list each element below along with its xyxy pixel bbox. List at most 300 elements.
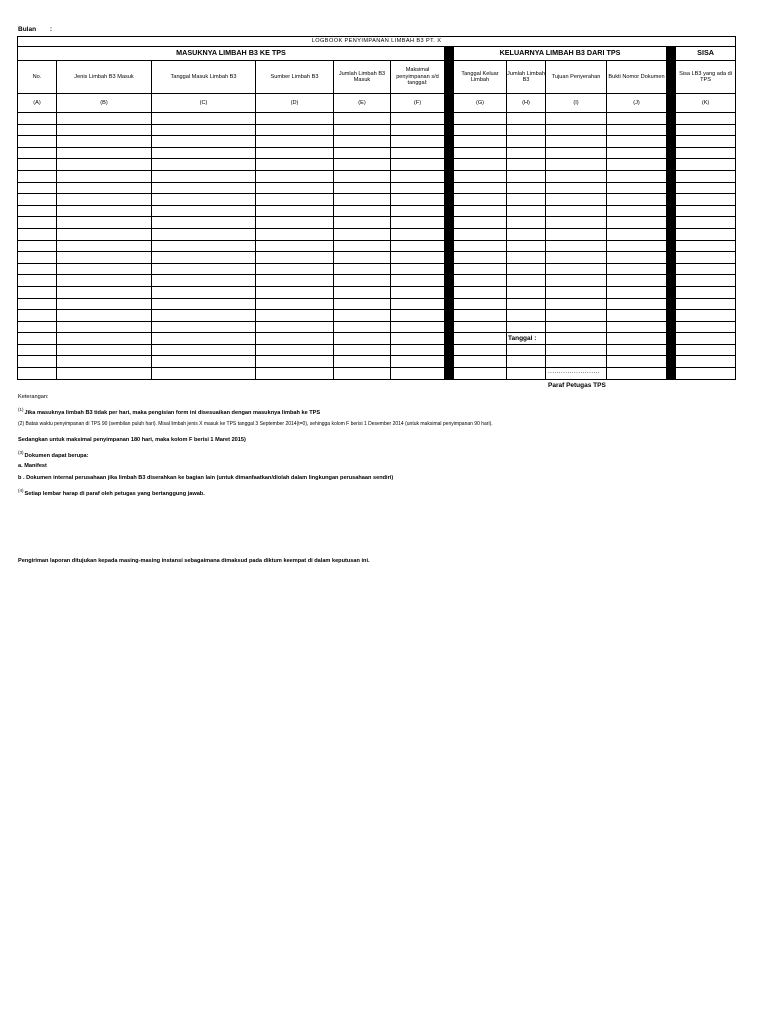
table-cell[interactable] [546, 333, 607, 345]
table-cell[interactable] [546, 356, 607, 368]
col-code-i: (I) [546, 94, 607, 113]
table-cell[interactable] [454, 310, 507, 322]
table-cell[interactable] [607, 136, 667, 148]
table-cell[interactable] [152, 170, 256, 182]
table-cell[interactable] [546, 263, 607, 275]
table-cell[interactable] [152, 159, 256, 171]
table-cell[interactable] [256, 170, 334, 182]
table-cell[interactable] [676, 298, 736, 310]
table-cell[interactable] [391, 263, 445, 275]
table-cell[interactable] [334, 124, 391, 136]
table-cell[interactable] [391, 252, 445, 264]
table-cell[interactable] [256, 159, 334, 171]
table-cell[interactable] [57, 240, 152, 252]
table-cell[interactable] [57, 275, 152, 287]
table-cell[interactable] [18, 240, 57, 252]
table-cell[interactable] [391, 356, 445, 368]
table-cell[interactable] [546, 286, 607, 298]
table-cell[interactable] [607, 298, 667, 310]
table-cell[interactable] [256, 263, 334, 275]
table-row [18, 321, 736, 333]
table-cell[interactable] [334, 356, 391, 368]
table-cell[interactable] [546, 298, 607, 310]
table-cell[interactable] [18, 344, 57, 356]
col-header-tujuan: Tujuan Penyerahan [546, 61, 607, 94]
table-row [18, 356, 736, 368]
table-cell[interactable] [18, 252, 57, 264]
table-cell[interactable] [391, 159, 445, 171]
table-cell[interactable] [256, 252, 334, 264]
table-cell[interactable] [607, 321, 667, 333]
table-cell[interactable] [507, 159, 546, 171]
table-cell[interactable] [18, 228, 57, 240]
table-cell[interactable] [18, 310, 57, 322]
col-code-g: (G) [454, 94, 507, 113]
note-3-text: Dokumen dapat berupa: [24, 453, 89, 459]
table-cell[interactable] [507, 263, 546, 275]
table-cell[interactable] [676, 333, 736, 345]
table-cell[interactable] [57, 194, 152, 206]
table-row [18, 113, 736, 125]
col-header-jenis: Jenis Limbah B3 Masuk [57, 61, 152, 94]
table-cell[interactable] [507, 344, 546, 356]
paraf-petugas-label: Paraf Petugas TPS [548, 382, 606, 389]
table-cell[interactable] [391, 147, 445, 159]
group-keluar-header: KELUARNYA LIMBAH B3 DARI TPS [454, 47, 667, 61]
table-cell[interactable] [18, 113, 57, 125]
table-cell[interactable] [607, 170, 667, 182]
table-cell[interactable] [454, 205, 507, 217]
group-sisa-header: SISA [676, 47, 736, 61]
table-cell[interactable] [607, 275, 667, 287]
table-cell[interactable] [454, 333, 507, 345]
table-cell[interactable] [391, 240, 445, 252]
note-3 [18, 450, 89, 459]
table-cell[interactable] [507, 298, 546, 310]
col-code-k: (K) [676, 94, 736, 113]
table-cell[interactable] [256, 205, 334, 217]
table-cell[interactable] [256, 310, 334, 322]
table-cell[interactable] [152, 368, 256, 380]
table-cell[interactable] [391, 170, 445, 182]
table-cell[interactable] [454, 298, 507, 310]
table-cell[interactable] [507, 217, 546, 229]
table-cell[interactable] [676, 217, 736, 229]
col-code-c: (C) [152, 94, 256, 113]
table-cell[interactable] [507, 275, 546, 287]
col-code-e: (E) [334, 94, 391, 113]
table-cell[interactable] [256, 240, 334, 252]
table-cell[interactable] [334, 159, 391, 171]
table-cell[interactable] [18, 275, 57, 287]
col-header-sumber: Sumber Limbah B3 [256, 61, 334, 94]
table-row [18, 136, 736, 148]
table-cell[interactable] [334, 286, 391, 298]
table-row [18, 368, 736, 380]
notes-heading: Keterangan: [18, 394, 49, 400]
table-cell[interactable] [334, 368, 391, 380]
table-cell[interactable] [391, 217, 445, 229]
table-cell[interactable] [152, 147, 256, 159]
table-cell[interactable] [152, 113, 256, 125]
table-cell[interactable] [607, 252, 667, 264]
table-cell[interactable] [607, 194, 667, 206]
table-cell[interactable] [57, 170, 152, 182]
table-cell[interactable] [18, 217, 57, 229]
table-cell[interactable] [334, 333, 391, 345]
table-cell[interactable] [57, 356, 152, 368]
table-cell[interactable] [57, 333, 152, 345]
note-1 [18, 407, 320, 416]
bulan-colon: : [49, 26, 53, 33]
table-cell[interactable] [391, 321, 445, 333]
table-cell[interactable] [607, 368, 667, 380]
table-cell[interactable] [507, 147, 546, 159]
table-cell[interactable] [152, 205, 256, 217]
table-cell[interactable] [57, 136, 152, 148]
table-cell[interactable] [152, 263, 256, 275]
col-header-jumlah-keluar: Jumlah Limbah B3 [507, 61, 546, 94]
table-cell[interactable] [676, 228, 736, 240]
table-cell[interactable] [391, 310, 445, 322]
table-cell[interactable] [676, 182, 736, 194]
table-cell[interactable] [454, 356, 507, 368]
table-cell[interactable] [18, 263, 57, 275]
table-cell[interactable] [152, 136, 256, 148]
table-cell[interactable] [546, 147, 607, 159]
table-cell[interactable] [546, 217, 607, 229]
table-cell[interactable] [676, 170, 736, 182]
note-4-marker: (4) [18, 488, 24, 493]
table-cell[interactable] [57, 368, 152, 380]
table-cell[interactable] [57, 298, 152, 310]
table-cell[interactable] [607, 286, 667, 298]
table-cell[interactable] [546, 194, 607, 206]
table-cell[interactable] [507, 205, 546, 217]
table-cell[interactable] [507, 194, 546, 206]
table-cell[interactable] [256, 356, 334, 368]
table-row [18, 205, 736, 217]
table-cell[interactable] [676, 124, 736, 136]
table-cell[interactable] [391, 298, 445, 310]
table-cell[interactable] [334, 136, 391, 148]
table-cell[interactable] [152, 298, 256, 310]
table-cell[interactable] [18, 205, 57, 217]
table-cell[interactable] [152, 321, 256, 333]
table-cell[interactable] [152, 182, 256, 194]
table-cell[interactable] [454, 147, 507, 159]
table-cell[interactable] [546, 344, 607, 356]
table-cell[interactable] [607, 356, 667, 368]
table-cell[interactable] [454, 368, 507, 380]
table-cell[interactable] [57, 263, 152, 275]
table-cell[interactable] [57, 286, 152, 298]
table-cell[interactable] [676, 344, 736, 356]
table-cell[interactable] [676, 136, 736, 148]
table-cell[interactable] [607, 182, 667, 194]
table-cell[interactable] [256, 113, 334, 125]
table-cell[interactable] [57, 124, 152, 136]
table-cell[interactable] [152, 286, 256, 298]
table-cell[interactable] [256, 298, 334, 310]
table-cell[interactable] [507, 124, 546, 136]
table-cell[interactable] [334, 182, 391, 194]
table-cell[interactable] [152, 275, 256, 287]
table-cell[interactable] [334, 194, 391, 206]
table-cell[interactable] [57, 252, 152, 264]
table-cell[interactable] [546, 159, 607, 171]
table-cell[interactable] [334, 252, 391, 264]
table-cell[interactable] [454, 344, 507, 356]
table-cell[interactable] [256, 275, 334, 287]
table-cell[interactable] [334, 147, 391, 159]
table-cell[interactable] [334, 344, 391, 356]
table-cell[interactable] [256, 147, 334, 159]
table-cell[interactable] [507, 321, 546, 333]
table-cell[interactable] [676, 159, 736, 171]
table-cell[interactable] [334, 228, 391, 240]
table-cell[interactable] [546, 310, 607, 322]
table-row [18, 333, 736, 345]
col-code-b: (B) [57, 94, 152, 113]
table-cell[interactable] [334, 113, 391, 125]
table-cell[interactable] [391, 113, 445, 125]
table-cell[interactable] [391, 194, 445, 206]
table-cell[interactable] [18, 321, 57, 333]
table-cell[interactable] [18, 333, 57, 345]
table-cell[interactable] [607, 310, 667, 322]
note-1-text: Jika masuknya limbah B3 tidak per hari, maka pengisian form ini disesuaikan dengan masuknya limbah ke TPS [24, 410, 321, 416]
table-cell[interactable] [676, 263, 736, 275]
table-cell[interactable] [256, 228, 334, 240]
table-cell[interactable] [546, 252, 607, 264]
tanggal-label: Tanggal : [508, 335, 537, 342]
table-cell[interactable] [607, 344, 667, 356]
table-cell[interactable] [454, 286, 507, 298]
table-cell[interactable] [546, 182, 607, 194]
table-row [18, 194, 736, 206]
table-cell[interactable] [18, 182, 57, 194]
table-cell[interactable] [507, 356, 546, 368]
table-cell[interactable] [676, 321, 736, 333]
col-code-a: (A) [18, 94, 57, 113]
table-cell[interactable] [152, 333, 256, 345]
table-cell[interactable] [454, 170, 507, 182]
table-cell[interactable] [607, 263, 667, 275]
table-cell[interactable] [507, 252, 546, 264]
table-row [18, 252, 736, 264]
table-cell[interactable] [334, 321, 391, 333]
table-cell[interactable] [152, 344, 256, 356]
table-cell[interactable] [152, 310, 256, 322]
table-cell[interactable] [676, 286, 736, 298]
table-cell[interactable] [454, 124, 507, 136]
table-cell[interactable] [57, 147, 152, 159]
table-cell[interactable] [18, 124, 57, 136]
table-cell[interactable] [152, 228, 256, 240]
table-cell[interactable] [607, 217, 667, 229]
table-cell[interactable] [334, 170, 391, 182]
table-cell[interactable] [18, 368, 57, 380]
table-cell[interactable] [454, 275, 507, 287]
table-cell[interactable] [152, 240, 256, 252]
table-cell[interactable] [152, 217, 256, 229]
table-cell[interactable] [57, 182, 152, 194]
table-cell[interactable] [454, 228, 507, 240]
table-cell[interactable] [334, 205, 391, 217]
table-cell[interactable] [256, 333, 334, 345]
col-code-d: (D) [256, 94, 334, 113]
table-cell[interactable] [607, 240, 667, 252]
table-cell[interactable] [454, 321, 507, 333]
table-cell[interactable] [57, 159, 152, 171]
table-row [18, 182, 736, 194]
table-cell[interactable] [454, 194, 507, 206]
table-cell[interactable] [18, 147, 57, 159]
logbook-sheet [17, 36, 736, 380]
table-cell[interactable] [454, 252, 507, 264]
table-cell[interactable] [391, 182, 445, 194]
table-cell[interactable] [57, 344, 152, 356]
table-cell[interactable] [57, 228, 152, 240]
table-cell[interactable] [391, 333, 445, 345]
table-cell[interactable] [676, 275, 736, 287]
table-cell[interactable] [391, 228, 445, 240]
table-cell[interactable] [256, 194, 334, 206]
table-cell[interactable] [391, 205, 445, 217]
table-cell[interactable] [57, 113, 152, 125]
table-cell[interactable] [676, 147, 736, 159]
table-row [18, 263, 736, 275]
table-cell[interactable] [256, 182, 334, 194]
note-3b: b . Dokumen internal perusahaan jika limbah B3 diserahkan ke bagian lain (untuk dimanfaatkan/diolah dalam lingkungan perusahaan sendiri) [18, 475, 394, 481]
table-cell[interactable] [507, 310, 546, 322]
table-cell[interactable] [507, 182, 546, 194]
logbook-title: LOGBOOK PENYIMPANAN LIMBAH B3 PT. X [18, 37, 736, 47]
table-cell[interactable] [454, 159, 507, 171]
table-cell[interactable] [546, 321, 607, 333]
table-cell[interactable] [18, 159, 57, 171]
col-header-jumlah-masuk: Jumlah Limbah B3 Masuk [334, 61, 391, 94]
table-cell[interactable] [256, 136, 334, 148]
col-code-j: (J) [607, 94, 667, 113]
table-cell[interactable] [391, 286, 445, 298]
table-cell[interactable] [256, 344, 334, 356]
table-cell[interactable] [507, 170, 546, 182]
table-cell[interactable] [334, 240, 391, 252]
table-cell[interactable] [607, 228, 667, 240]
table-cell[interactable] [256, 368, 334, 380]
table-cell[interactable] [152, 124, 256, 136]
table-cell[interactable] [607, 159, 667, 171]
table-cell[interactable] [454, 182, 507, 194]
table-cell[interactable] [391, 344, 445, 356]
table-cell[interactable] [152, 356, 256, 368]
table-cell[interactable] [546, 170, 607, 182]
table-cell[interactable] [676, 113, 736, 125]
table-cell[interactable] [507, 136, 546, 148]
table-cell[interactable] [507, 368, 546, 380]
table-cell[interactable] [546, 240, 607, 252]
logbook-table [17, 36, 736, 380]
table-cell[interactable] [18, 298, 57, 310]
table-cell[interactable] [18, 170, 57, 182]
table-cell[interactable] [454, 240, 507, 252]
table-cell[interactable] [546, 124, 607, 136]
table-cell[interactable] [334, 263, 391, 275]
table-cell[interactable] [57, 321, 152, 333]
table-cell[interactable] [18, 194, 57, 206]
table-cell[interactable] [607, 113, 667, 125]
note-4 [18, 488, 205, 497]
table-cell[interactable] [546, 275, 607, 287]
table-cell[interactable] [334, 298, 391, 310]
table-cell[interactable] [391, 275, 445, 287]
table-cell[interactable] [334, 217, 391, 229]
table-cell[interactable] [391, 368, 445, 380]
table-cell[interactable] [57, 205, 152, 217]
table-cell[interactable] [57, 310, 152, 322]
table-cell[interactable] [454, 113, 507, 125]
table-cell[interactable] [507, 113, 546, 125]
table-cell[interactable] [507, 286, 546, 298]
table-cell[interactable] [18, 286, 57, 298]
table-cell[interactable] [18, 136, 57, 148]
table-cell[interactable] [676, 194, 736, 206]
table-cell[interactable] [546, 136, 607, 148]
table-cell[interactable] [607, 124, 667, 136]
note-3-marker: (3) [18, 450, 24, 455]
col-code-f: (F) [391, 94, 445, 113]
table-cell[interactable] [676, 368, 736, 380]
table-cell[interactable] [152, 194, 256, 206]
table-cell[interactable] [454, 217, 507, 229]
table-cell[interactable] [607, 205, 667, 217]
table-cell[interactable] [507, 240, 546, 252]
table-cell[interactable] [546, 113, 607, 125]
table-cell[interactable] [334, 310, 391, 322]
table-cell[interactable] [391, 136, 445, 148]
table-row [18, 344, 736, 356]
table-cell[interactable] [334, 275, 391, 287]
table-cell[interactable] [256, 124, 334, 136]
table-cell[interactable] [546, 228, 607, 240]
col-header-sisa: Sisa LB3 yang ada di TPS [676, 61, 736, 94]
table-cell[interactable] [676, 252, 736, 264]
table-cell[interactable] [507, 228, 546, 240]
table-cell[interactable] [607, 333, 667, 345]
table-cell[interactable] [676, 310, 736, 322]
table-cell[interactable] [18, 356, 57, 368]
col-header-no: No. [18, 61, 57, 94]
table-cell[interactable] [454, 263, 507, 275]
table-cell[interactable] [454, 136, 507, 148]
table-cell[interactable] [546, 205, 607, 217]
table-cell[interactable] [256, 321, 334, 333]
note-3a: a. Manifest [18, 463, 47, 469]
table-row [18, 217, 736, 229]
table-cell[interactable] [676, 240, 736, 252]
table-cell[interactable] [256, 217, 334, 229]
table-cell[interactable] [676, 356, 736, 368]
table-cell[interactable] [57, 217, 152, 229]
table-row [18, 170, 736, 182]
table-cell[interactable] [256, 286, 334, 298]
table-cell[interactable] [152, 252, 256, 264]
table-cell[interactable] [607, 147, 667, 159]
table-cell[interactable] [391, 124, 445, 136]
table-cell[interactable] [676, 205, 736, 217]
